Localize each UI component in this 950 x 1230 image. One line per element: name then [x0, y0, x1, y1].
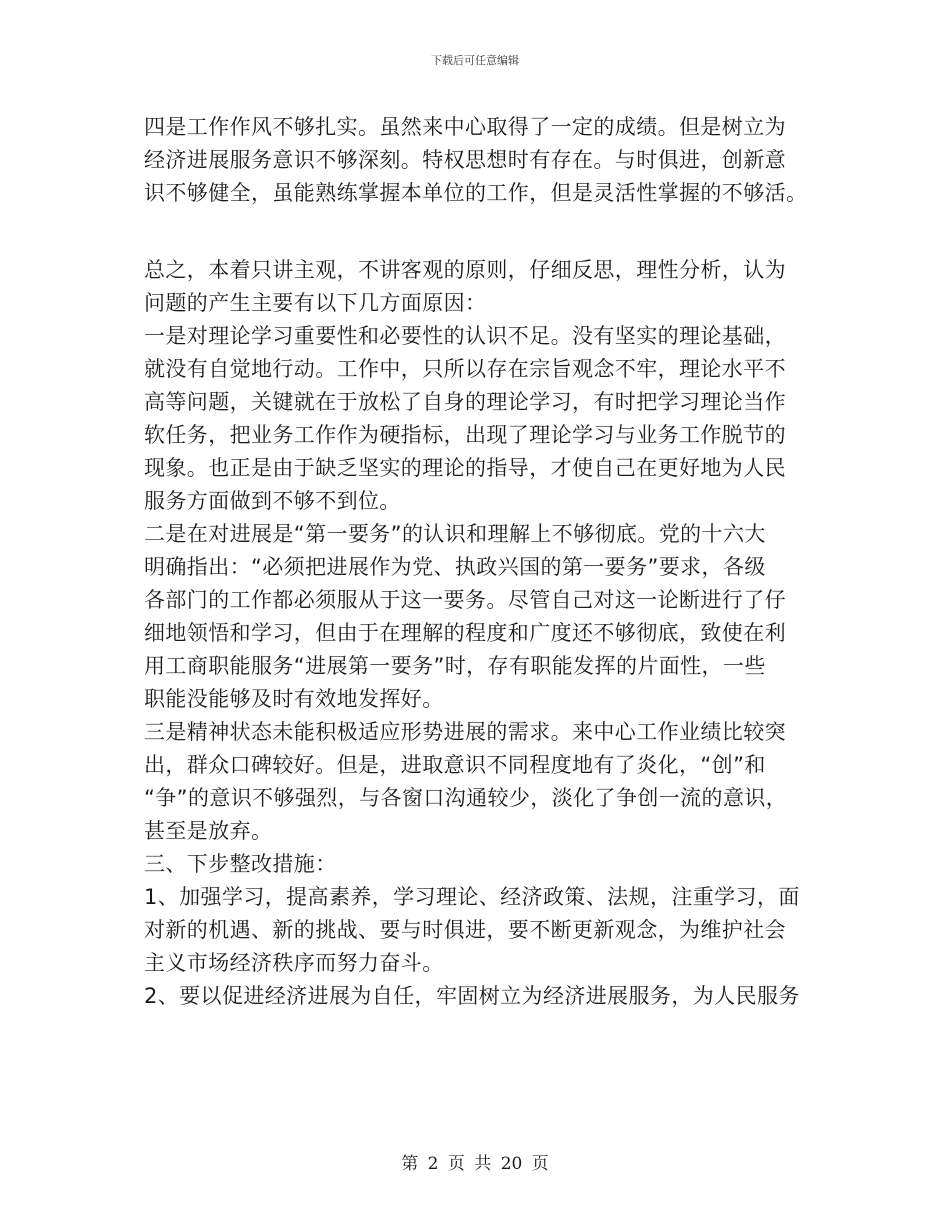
- paragraph-line: 问题的产生主要有以下几方面原因：: [144, 291, 487, 315]
- paragraph-line: 细地领悟和学习，但由于在理解的程度和广度还不够彻底，致使在利: [144, 621, 786, 645]
- page-footer: 第 2 页 共 20 页: [401, 1154, 549, 1174]
- paragraph-line: 用工商职能服务“进展第一要务”时，存有职能发挥的片面性，一些: [144, 654, 766, 678]
- paragraph-line: 识不够健全，虽能熟练掌握本单位的工作，但是灵活性掌握的不够活。: [144, 181, 808, 205]
- paragraph-line: 甚至是放弃。: [144, 819, 273, 843]
- paragraph-line: 一是对理论学习重要性和必要性的认识不足。没有坚实的理论基础，: [144, 324, 786, 348]
- paragraph-line: 经济进展服务意识不够深刻。特权思想时有存在。与时俱进，创新意: [144, 148, 786, 172]
- paragraph-line: 职能没能够及时有效地发挥好。: [144, 687, 444, 711]
- paragraph-line: 2、要以促进经济进展为自任，牢固树立为经济进展服务，为人民服务: [144, 984, 800, 1008]
- paragraph-line: 对新的机遇、新的挑战、要与时俱进，要不断更新观念，为维护社会: [144, 918, 786, 942]
- document-body: [144, 111, 812, 1013]
- page-header: 下载后可任意编辑: [431, 54, 519, 67]
- paragraph-line: 服务方面做到不够不到位。: [144, 489, 401, 513]
- paragraph-line: 现象。也正是由于缺乏坚实的理论的指导，才使自己在更好地为人民: [144, 456, 786, 480]
- paragraph-line: 各部门的工作都必须服从于这一要务。尽管自己对这一论断进行了仔: [144, 588, 786, 612]
- paragraph-line: 软任务，把业务工作作为硬指标，出现了理论学习与业务工作脱节的: [144, 423, 786, 447]
- paragraph-gap: [144, 210, 812, 254]
- paragraph-line: 出，群众口碑较好。但是，进取意识不同程度地有了炎化，“创”和: [144, 753, 766, 777]
- paragraph-line: 主义市场经济秩序而努力奋斗。: [144, 951, 444, 975]
- section-heading: 三、下步整改措施：: [144, 852, 337, 876]
- paragraph-line: 四是工作作风不够扎实。虽然来中心取得了一定的成绩。但是树立为: [144, 115, 786, 139]
- paragraph-line: 高等问题，关键就在于放松了自身的理论学习，有时把学习理论当作: [144, 390, 786, 414]
- paragraph-line: 总之，本着只讲主观，不讲客观的原则，仔细反思，理性分析，认为: [144, 258, 786, 282]
- paragraph-line: 就没有自觉地行动。工作中，只所以存在宗旨观念不牢，理论水平不: [144, 357, 786, 381]
- paragraph-line: 三是精神状态未能积极适应形势进展的需求。来中心工作业绩比较突: [144, 720, 786, 744]
- paragraph-line: 1、加强学习，提高素养，学习理论、经济政策、法规，注重学习，面: [144, 885, 800, 909]
- paragraph-line: 明确指出：“必须把进展作为党、执政兴国的第一要务”要求，各级: [144, 555, 766, 579]
- paragraph-line: 二是在对进展是“第一要务”的认识和理解上不够彻底。党的十六大: [144, 522, 766, 546]
- paragraph-line: “争”的意识不够强烈，与各窗口沟通较少，淡化了争创一流的意识，: [144, 786, 788, 810]
